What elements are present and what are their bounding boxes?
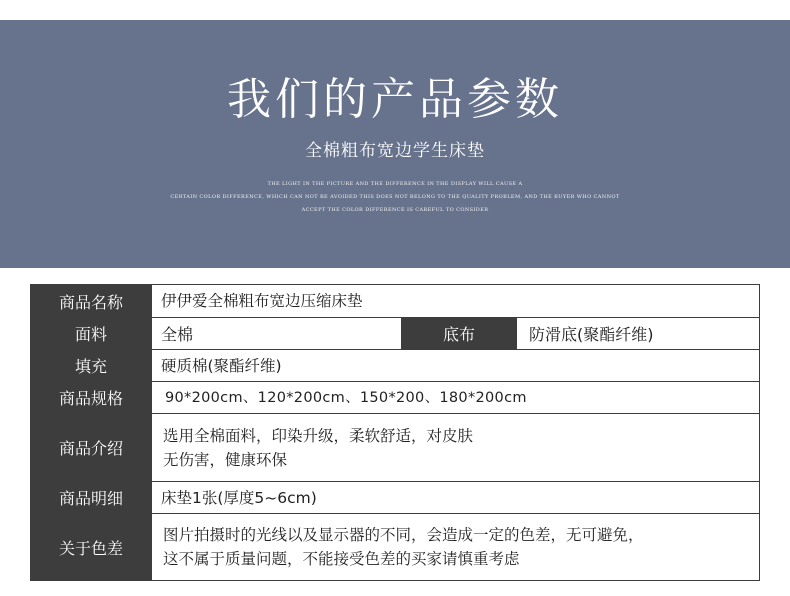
- spec-label-base: 底布: [401, 318, 517, 349]
- spec-row-filling: [31, 350, 759, 382]
- disclaimer-line-3: ACCEPT THE COLOR DIFFERENCE IS CAREFUL TO CONSIDER: [301, 207, 489, 213]
- spec-label-intro: 商品介绍: [31, 414, 152, 481]
- spec-value-fabric: 全棉: [161, 325, 194, 344]
- disclaimer-line-2: CERTAIN COLOR DIFFERENCE, WHICH CAN NOT BE AVOIDED THIS DOES NOT BELONG TO THE QUALITY PROBLEM, AND THE BUYER WHO CANNOT: [170, 194, 620, 200]
- spec-value-intro: [151, 414, 759, 481]
- intro-line-1: 选用全棉面料，印染升级，柔软舒适，对皮肤: [163, 426, 474, 445]
- spec-value-details: 床垫1张(厚度5~6cm): [161, 488, 317, 507]
- spec-row-name: [31, 285, 759, 318]
- product-subtitle: 全棉粗布宽边学生床垫: [305, 141, 485, 161]
- intro-line-2: 无伤害，健康环保: [163, 450, 288, 469]
- spec-row-details: [31, 482, 759, 514]
- spec-value-sizes: 90*200cm、120*200cm、150*200、180*200cm: [165, 389, 527, 406]
- spec-row-color-diff: [31, 514, 759, 580]
- color-diff-line-1: 图片拍摄时的光线以及显示器的不同，会造成一定的色差，无可避免，: [163, 526, 644, 544]
- page-title: 我们的产品参数: [227, 74, 563, 125]
- disclaimer-line-1: THE LIGHT IN THE PICTURE AND THE DIFFERENCE IN THE DISPLAY WILL CAUSE A: [267, 181, 523, 187]
- spec-row-fabric: [31, 318, 759, 350]
- spec-value-filling: 硬质棉(聚酯纤维): [161, 356, 282, 375]
- spec-row-sizes: [31, 382, 759, 414]
- spec-label-sizes: 商品规格: [31, 382, 152, 413]
- spec-value-color-diff: [151, 514, 759, 580]
- spec-row-intro: [31, 414, 759, 482]
- color-diff-line-2: 这不属于质量问题，不能接受色差的买家请慎重考虑: [163, 550, 520, 568]
- spec-label-details: 商品明细: [31, 482, 152, 513]
- spec-label-filling: 填充: [31, 350, 152, 381]
- spec-table: [30, 284, 760, 581]
- spec-label-name: 商品名称: [31, 285, 152, 317]
- header-banner: [0, 20, 790, 268]
- spec-value-name: 伊伊爱全棉粗布宽边压缩床垫: [161, 292, 363, 310]
- spec-label-color-diff: 关于色差: [31, 514, 152, 580]
- spec-label-fabric: 面料: [31, 318, 152, 349]
- spec-value-base: 防滑底(聚酯纤维): [529, 325, 654, 344]
